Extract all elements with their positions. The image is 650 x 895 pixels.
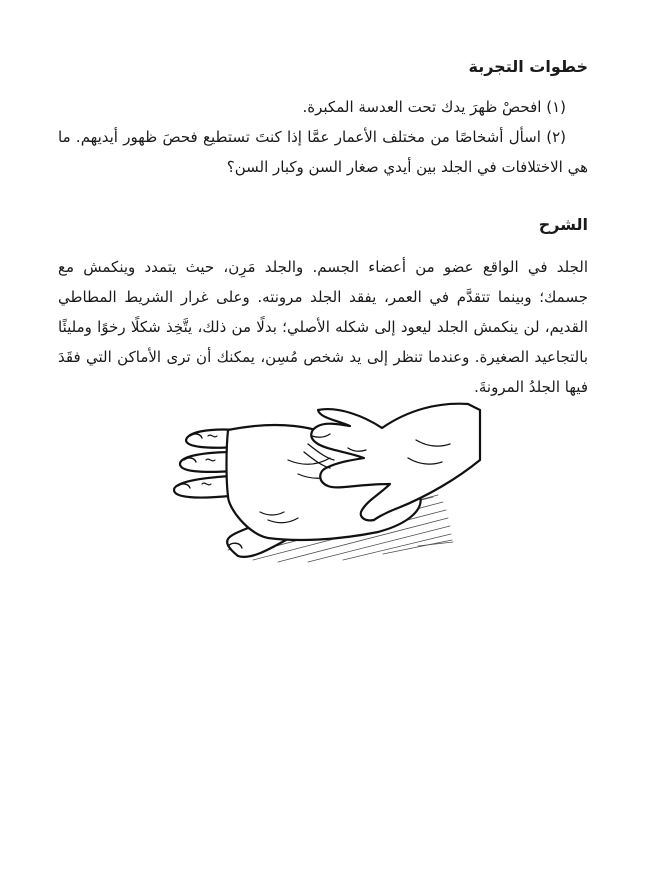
steps-list	[58, 92, 588, 182]
explanation-paragraph: الجلد في الواقع عضو من أعضاء الجسم. والجلد مَرِن، حيث يتمدد وينكمش مع جسمك؛ وبينما تتقدَّم في العمر، يفقد الجلد مرونته. وعلى غرار الشريط المطاطي القديم، لن ينكمش الجلد ليعود إلى شكله الأصلي؛ بدلًا من ذلك، يتَّخِذ شكلًا رخوًا ومليئًا بالتجاعيد الصغيرة. وعندما تنظر إلى يد شخص مُسِن، يمكنك أن ترى الأماكن التي فقَدَ فيها الجلدُ المرونةَ.	[58, 258, 588, 396]
step-2: (٢) اسأل أشخاصًا من مختلف الأعمار عمَّا إذا كنتَ تستطيع فحصَ ظهور أيديهم. ما هي الاختلافات في الجلد بين أيدي صغار السن وكبار السن؟	[58, 128, 588, 176]
experiment-steps-heading: خطوات التجربة	[468, 57, 588, 76]
text-content	[58, 50, 588, 402]
explanation-heading: الشرح	[538, 215, 588, 234]
step-1: (١) افحصْ ظهرَ يدك تحت العدسة المكبرة.	[302, 98, 566, 116]
hand-pinching-skin-icon	[168, 400, 488, 570]
